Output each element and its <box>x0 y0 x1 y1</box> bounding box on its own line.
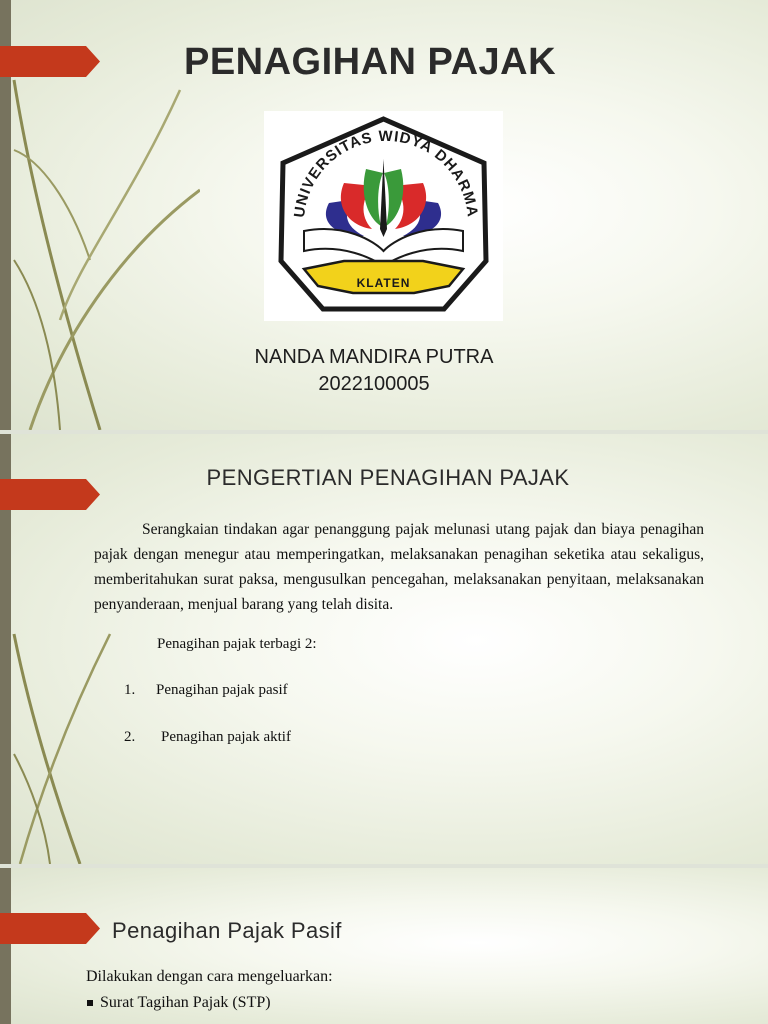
slide-edge-bar <box>0 868 11 1024</box>
author-id: 2022100005 <box>318 373 430 395</box>
list-item-passive: Penagihan pajak pasif <box>156 682 288 698</box>
logo-banner-text: KLATEN <box>356 276 411 290</box>
logo-arc-text: UNIVERSITAS WIDYA DHARMA <box>291 127 481 219</box>
definition-paragraph: Serangkaian tindakan agar penanggung pajak melunasi utang pajak dan biaya penagihan pajak dengan menegur atau memperingatkan, melaksanakan penagihan seketika atau sekaligus, memberitahukan surat paksa, mengusulkan pencegahan, melaksanakan penyitaan, melaksanakan penyanderaan, menjual barang yang telah disita. <box>94 521 704 613</box>
section-title: Penagihan Pajak Pasif <box>112 918 342 943</box>
university-logo-icon <box>264 111 503 321</box>
square-bullet-icon <box>87 1000 93 1006</box>
university-logo <box>264 111 503 321</box>
slide-definition <box>0 434 768 864</box>
slide-passive-billing <box>0 868 768 1024</box>
list-item-number: 1. <box>124 682 136 698</box>
accent-arrow-tab <box>0 913 100 944</box>
bullet-item-stp: Surat Tagihan Pajak (STP) <box>100 994 271 1011</box>
list-item-number: 2. <box>124 729 136 745</box>
section-title: PENGERTIAN PENAGIHAN PAJAK <box>206 465 570 490</box>
types-intro: Penagihan pajak terbagi 2: <box>157 636 317 652</box>
author-name: NANDA MANDIRA PUTRA <box>254 346 494 368</box>
slide-title <box>0 0 768 430</box>
page-title: PENAGIHAN PAJAK <box>183 41 557 83</box>
passive-intro: Dilakukan dengan cara mengeluarkan: <box>86 968 333 985</box>
list-item-active: Penagihan pajak aktif <box>161 729 291 745</box>
